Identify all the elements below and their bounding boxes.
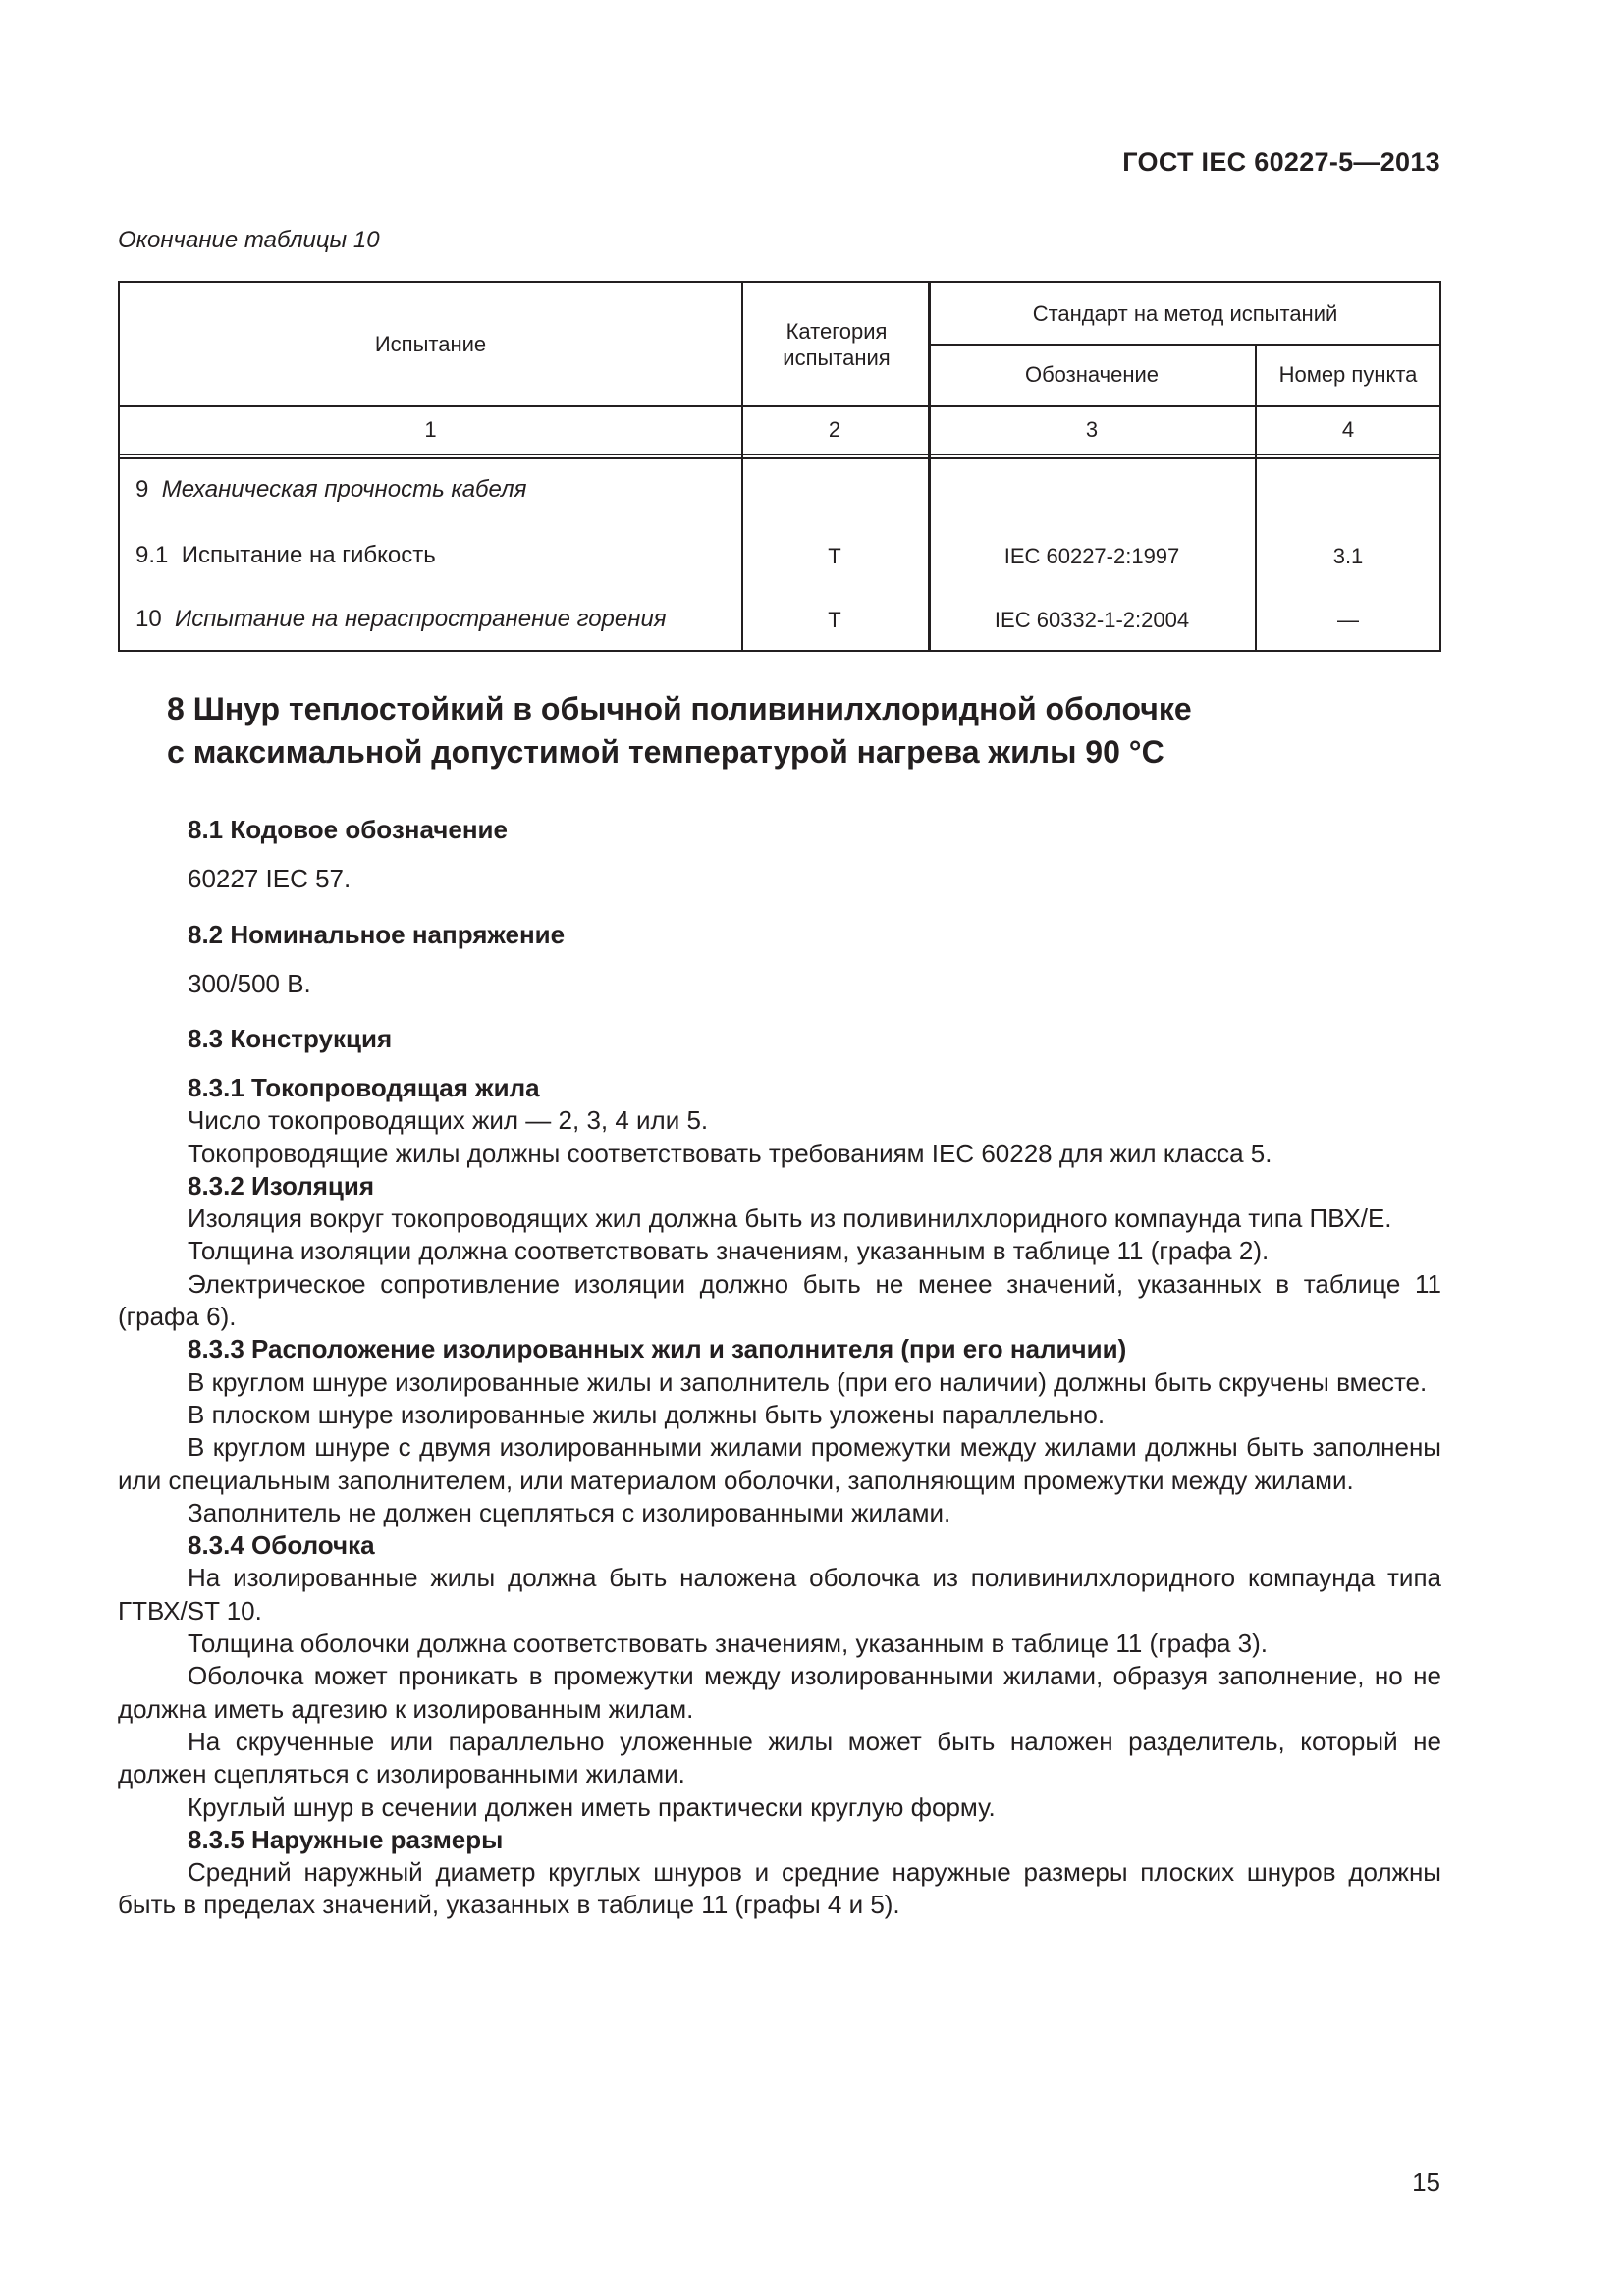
row-designation: IEC 60227-2:1997 (1003, 543, 1180, 568)
subsection-heading: 8.3 Конструкция (188, 1024, 393, 1053)
clause-heading: 8.3.2 Изоляция (188, 1170, 375, 1201)
table-row (135, 542, 436, 569)
header-designation: Обозначение (1024, 362, 1160, 387)
column-number: 4 (1341, 417, 1355, 442)
row-number: 10 (135, 606, 162, 632)
table-divider (120, 457, 1439, 459)
row-name: Испытание на гибкость (181, 542, 436, 568)
row-name: Механическая прочность кабеля (161, 476, 527, 503)
row-clause: — (1337, 607, 1359, 632)
paragraph: Толщина оболочки должна соответствовать значениям, указанным в таблице 11 (графа 3). (188, 1629, 1269, 1659)
header-test: Испытание (374, 332, 487, 356)
subsection-heading: 8.2 Номинальное напряжение (188, 920, 566, 949)
paragraph: В круглом шнуре изолированные жилы и заполнитель (при его наличии) должны быть скручены вместе. (188, 1366, 1428, 1397)
clause-heading: 8.3.5 Наружные размеры (188, 1824, 504, 1854)
subsection-text: 60227 IEC 57. (188, 864, 352, 893)
paragraph: Толщина изоляции должна соответствовать значениям, указанным в таблице 11 (графа 2). (188, 1236, 1270, 1266)
column-number: 2 (828, 417, 841, 442)
table-row (135, 476, 526, 504)
table-caption: Окончание таблицы 10 (118, 227, 380, 253)
paragraph: Электрическое сопротивление изоляции должно быть не менее значений, указанных в таблице 11 (графа 6). (118, 1268, 1441, 1332)
test-table (118, 281, 1441, 652)
table-row (135, 606, 667, 633)
row-category: Т (828, 543, 841, 568)
subsection-text: 300/500 В. (188, 969, 311, 998)
paragraph: Круглый шнур в сечении должен иметь практически круглую форму. (188, 1791, 996, 1822)
document-code: ГОСТ IEC 60227-5—2013 (1122, 147, 1440, 177)
body-text (118, 1072, 1441, 1922)
paragraph: Оболочка может проникать в промежутки между изолированными жилами, образуя заполнение, но не должна иметь адгезию к изолированным жилам. (118, 1661, 1441, 1724)
row-number: 9 (135, 476, 149, 503)
header-standard: Стандарт на метод испытаний (1032, 300, 1338, 326)
paragraph: Токопроводящие жилы должны соответствовать требованиям IEC 60228 для жил класса 5. (188, 1138, 1272, 1168)
row-category: Т (828, 607, 841, 632)
header-clause: Номер пункта (1278, 362, 1418, 387)
paragraph: Заполнитель не должен сцепляться с изолированными жилами. (188, 1497, 951, 1527)
column-number: 1 (424, 417, 437, 442)
subsection-heading: 8.1 Кодовое обозначение (188, 815, 508, 844)
header-category: Категория испытания (783, 318, 891, 370)
section-title-line: с максимальной допустимой температурой нагрева жилы 90 °С (167, 734, 1164, 770)
paragraph: Средний наружный диаметр круглых шнуров и средние наружные размеры плоских шнуров должны быть в пределах значений, указанных в таблице 11 (графы 4 и 5). (118, 1857, 1441, 1920)
paragraph: В плоском шнуре изолированные жилы должны быть уложены параллельно. (188, 1399, 1106, 1429)
clause-heading: 8.3.1 Токопроводящая жила (188, 1073, 540, 1102)
clause-heading: 8.3.3 Расположение изолированных жил и заполнителя (при его наличии) (188, 1334, 1127, 1364)
table-divider (120, 454, 1439, 455)
section-title-line: 8 Шнур теплостойкий в обычной поливинилхлоридной оболочке (167, 691, 1192, 726)
section-title (167, 687, 1192, 774)
row-number: 9.1 (135, 542, 169, 568)
row-designation: IEC 60332-1-2:2004 (994, 607, 1190, 632)
column-number: 3 (1085, 417, 1099, 442)
table-divider (741, 283, 743, 650)
paragraph: Число токопроводящих жил — 2, 3, 4 или 5. (188, 1105, 709, 1136)
paragraph: Изоляция вокруг токопроводящих жил должна быть из поливинилхлоридного компаунда типа ПВХ/Е. (188, 1203, 1392, 1234)
page-number: 15 (1412, 2167, 1440, 2197)
row-clause: 3.1 (1332, 543, 1364, 568)
paragraph: В круглом шнуре с двумя изолированными жилами промежутки между жилами должны быть заполнены или специальным заполнителем, или материалом оболочки, заполняющим промежутки между жилами. (118, 1432, 1441, 1495)
clause-heading: 8.3.4 Оболочка (188, 1530, 375, 1561)
paragraph: На скрученные или параллельно уложенные жилы может быть наложен разделитель, который не должен сцепляться с изолированными жилами. (118, 1726, 1441, 1789)
row-name: Испытание на нераспространение горения (175, 606, 667, 632)
paragraph: На изолированные жилы должна быть наложена оболочка из поливинилхлоридного компаунда типа ГТВХ/ST 10. (118, 1563, 1441, 1626)
